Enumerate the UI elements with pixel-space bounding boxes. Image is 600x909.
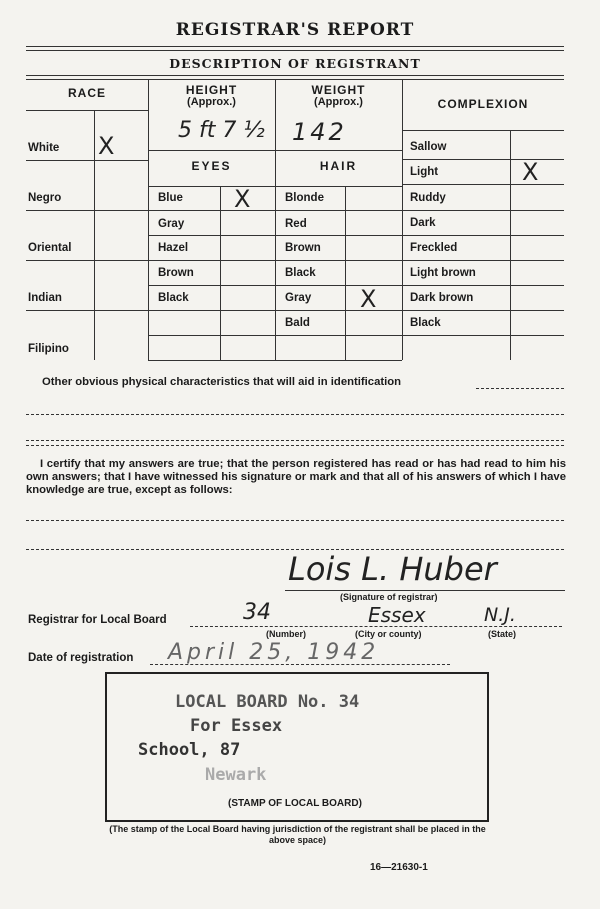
eyes-rule-6 — [148, 335, 275, 336]
col-line-eyes-mark — [220, 186, 221, 360]
eyes-black: Black — [158, 292, 189, 304]
hair-rule-4 — [275, 285, 402, 286]
form-number: 16—21630-1 — [370, 862, 428, 873]
complexion-header: COMPLEXION — [437, 97, 529, 111]
registrar-signature: Lois L. Huber — [288, 550, 497, 588]
hair-blonde: Blonde — [285, 192, 324, 204]
hair-brown: Brown — [285, 242, 321, 254]
eyes-hazel: Hazel — [158, 242, 189, 254]
exceptions-line-1 — [26, 520, 564, 521]
complexion-black: Black — [410, 317, 441, 329]
title-rule-2 — [26, 50, 564, 51]
eyes-rule-3 — [148, 260, 275, 261]
eyes-header: EYES — [191, 159, 232, 173]
hair-rule-3 — [275, 260, 402, 261]
local-board-city-caption: (City or county) — [355, 629, 422, 639]
other-characteristics-label: Other obvious physical characteristics that will aid in identification — [42, 376, 402, 388]
signature-caption: (Signature of registrar) — [340, 592, 438, 602]
col-line-1 — [148, 80, 149, 360]
race-white-mark: X — [98, 132, 115, 160]
height-approx: (Approx.) — [187, 96, 236, 108]
other-characteristics-line-2 — [26, 414, 564, 415]
race-rule-2 — [26, 210, 148, 211]
hair-header: HAIR — [319, 159, 358, 173]
local-board-state-caption: (State) — [488, 629, 517, 639]
complexion-ruddy: Ruddy — [410, 192, 446, 204]
eyes-rule-1 — [148, 210, 275, 211]
hair-gray: Gray — [285, 292, 312, 304]
local-board-label: Registrar for Local Board — [28, 614, 167, 626]
other-characteristics-line-4 — [26, 445, 564, 446]
registration-date-label: Date of registration — [28, 652, 134, 664]
complexion-rule-7 — [402, 310, 564, 311]
other-characteristics-line-1 — [476, 388, 564, 389]
race-white: White — [28, 142, 60, 154]
race-indian: Indian — [28, 292, 62, 304]
hair-black: Black — [285, 267, 316, 279]
complexion-rule-1 — [402, 159, 564, 160]
eyes-rule-4 — [148, 285, 275, 286]
local-board-number-caption: (Number) — [266, 629, 306, 639]
title-rule — [26, 46, 564, 47]
stamp-line-3: School, 87 — [138, 740, 241, 760]
complexion-rule-6 — [402, 285, 564, 286]
local-board-state: N.J. — [484, 604, 516, 626]
section-subtitle: DESCRIPTION OF REGISTRANT — [169, 56, 421, 71]
race-rule-4 — [26, 310, 148, 311]
hair-rule-5 — [275, 310, 402, 311]
eyes-brown: Brown — [158, 267, 194, 279]
col-line-complexion-mark — [510, 130, 511, 360]
height-header: HEIGHT — [185, 83, 238, 97]
certification-text: I certify that my answers are true; that the person registered has read or has had read to him his own answers; that I have witnessed his signature or mark and that all of his answers of which I have knowledge are true, except as follows: — [26, 458, 566, 496]
col-line-hair-mark — [345, 186, 346, 360]
weight-header: WEIGHT — [311, 83, 366, 97]
race-rule-1 — [26, 160, 148, 161]
race-negro: Negro — [28, 192, 62, 204]
stamp-line-4: Newark — [205, 765, 267, 785]
eyes-hair-rule — [148, 186, 402, 187]
subtitle-rule-2 — [26, 79, 564, 80]
col-line-race-mark — [94, 110, 95, 360]
local-board-number: 34 — [243, 600, 271, 625]
eyes-rule-2 — [148, 235, 275, 236]
complexion-light-brown: Light brown — [410, 267, 476, 279]
race-rule-3 — [26, 260, 148, 261]
subtitle-rule — [26, 75, 564, 76]
stamp-caption: (STAMP OF LOCAL BOARD) — [228, 798, 362, 809]
col-line-3 — [402, 80, 403, 360]
complexion-freckled: Freckled — [410, 242, 458, 254]
complexion-rule-8 — [402, 335, 564, 336]
complexion-dark-brown: Dark brown — [410, 292, 474, 304]
hair-rule-6 — [275, 335, 402, 336]
local-board-city: Essex — [368, 603, 426, 627]
hair-bald: Bald — [285, 317, 310, 329]
stamp-line-1: LOCAL BOARD No. 34 — [175, 692, 360, 712]
col-line-2 — [275, 80, 276, 360]
race-oriental: Oriental — [28, 242, 72, 254]
header-rule-right — [402, 130, 564, 131]
hair-red: Red — [285, 218, 307, 230]
complexion-rule-2 — [402, 184, 564, 185]
race-header: RACE — [67, 86, 106, 100]
complexion-rule-3 — [402, 210, 564, 211]
hw-rule — [148, 150, 402, 151]
complexion-rule-4 — [402, 235, 564, 236]
eyes-blue: Blue — [158, 192, 183, 204]
complexion-light-mark: X — [522, 158, 539, 186]
signature-line — [285, 590, 565, 591]
height-value: 5 ft 7 ½ — [178, 118, 265, 143]
hair-rule-1 — [275, 210, 402, 211]
other-characteristics-line-3 — [26, 440, 564, 441]
weight-value: 142 — [292, 118, 347, 146]
complexion-sallow: Sallow — [410, 141, 447, 153]
eyes-gray: Gray — [158, 218, 185, 230]
stamp-note: (The stamp of the Local Board having jurisdiction of the registrant shall be placed in the above space) — [109, 824, 486, 845]
hair-gray-mark: X — [360, 285, 377, 313]
eyes-rule-5 — [148, 310, 275, 311]
registration-date-value: April 25, 1942 — [168, 640, 380, 665]
page-title: REGISTRAR'S REPORT — [175, 20, 415, 40]
hair-rule-2 — [275, 235, 402, 236]
stamp-line-2: For Essex — [190, 716, 283, 736]
eyes-blue-mark: X — [234, 185, 251, 213]
table-bottom-rule — [148, 360, 402, 361]
complexion-dark: Dark — [410, 217, 436, 229]
complexion-light: Light — [410, 166, 439, 178]
header-rule — [26, 110, 148, 111]
complexion-rule-5 — [402, 260, 564, 261]
weight-approx: (Approx.) — [314, 96, 363, 108]
race-filipino: Filipino — [28, 343, 69, 355]
